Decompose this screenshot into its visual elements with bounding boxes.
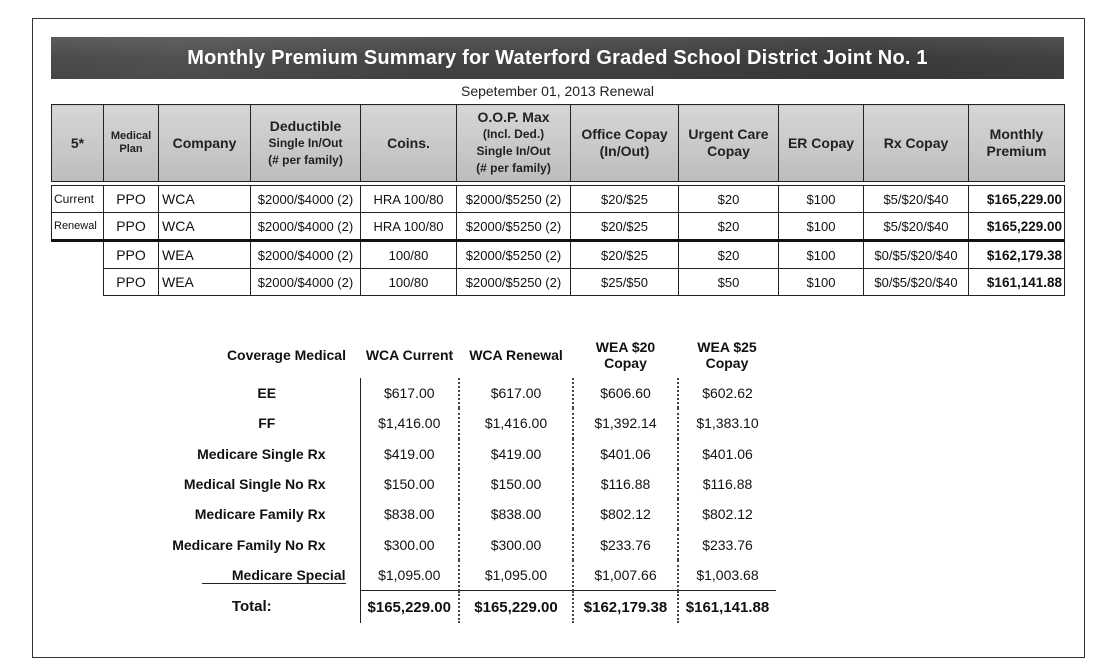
cell-oop: $2000/$5250 (2) (457, 269, 571, 296)
plan-row (52, 213, 1065, 241)
coverage-label: Medicare Single Rx (197, 445, 326, 462)
header-company: Company (159, 105, 251, 182)
value-wea-20: $802.12 (573, 499, 678, 529)
row-label (52, 241, 104, 269)
cell-office-copay: $20/$25 (571, 186, 679, 213)
header-medical-plan: Medical Plan (104, 105, 159, 182)
coverage-label: Medicare Family Rx (194, 506, 326, 523)
cell-premium: $165,229.00 (969, 213, 1065, 241)
plan-row (52, 269, 1065, 296)
coverage-rate-table (85, 332, 776, 623)
value-wea-25: $116.88 (678, 469, 776, 499)
plan-row (52, 186, 1065, 213)
cell-er-copay: $100 (779, 241, 864, 269)
cell-office-copay: $20/$25 (571, 213, 679, 241)
total-label: Total: (231, 598, 272, 616)
value-wea-25: $401.06 (678, 439, 776, 469)
cell-coins: 100/80 (361, 269, 457, 296)
cell-urgent-copay: $20 (679, 213, 779, 241)
row-label (52, 269, 104, 296)
header-wea-25-copay: WEA $25 Copay (697, 339, 757, 371)
cell-plan: PPO (104, 241, 159, 269)
header-er-copay: ER Copay (779, 105, 864, 182)
value-wea-20: $1,392.14 (573, 408, 678, 438)
cell-office-copay: $20/$25 (571, 241, 679, 269)
plan-comparison-table (51, 104, 1065, 296)
header-monthly-premium: Monthly Premium (969, 105, 1065, 182)
coverage-row (85, 439, 776, 469)
value-wea-20: $401.06 (573, 439, 678, 469)
value-wea-25: $1,383.10 (678, 408, 776, 438)
row-label: Current (52, 186, 104, 213)
coverage-row (85, 499, 776, 529)
total-wca-current: $165,229.00 (360, 591, 459, 624)
value-wca-renewal: $150.00 (459, 469, 573, 499)
page-subtitle: Sepetember 01, 2013 Renewal (460, 83, 655, 99)
header-deductible: Deductible Single In/Out (# per family) (251, 105, 361, 182)
total-wea-25: $161,141.88 (678, 591, 776, 624)
value-wca-current: $300.00 (360, 529, 459, 559)
coverage-total-row (85, 591, 776, 624)
cell-er-copay: $100 (779, 186, 864, 213)
value-wea-20: $116.88 (573, 469, 678, 499)
coverage-row (85, 378, 776, 408)
cell-premium: $165,229.00 (969, 186, 1065, 213)
cell-plan: PPO (104, 213, 159, 241)
value-wea-20: $233.76 (573, 529, 678, 559)
coverage-header-row (85, 332, 776, 378)
cell-coins: HRA 100/80 (361, 213, 457, 241)
page-title: Monthly Premium Summary for Waterford Graded School District Joint No. 1 (51, 37, 1064, 79)
coverage-row (85, 560, 776, 591)
value-wca-renewal: $838.00 (459, 499, 573, 529)
value-wca-current: $1,416.00 (360, 408, 459, 438)
cell-coins: HRA 100/80 (361, 186, 457, 213)
header-wea-20-copay: WEA $20 Copay (595, 339, 656, 371)
value-wea-25: $602.62 (678, 378, 776, 408)
cell-plan: PPO (104, 186, 159, 213)
cell-office-copay: $25/$50 (571, 269, 679, 296)
cell-er-copay: $100 (779, 269, 864, 296)
row-label: Renewal (52, 213, 104, 241)
cell-oop: $2000/$5250 (2) (457, 213, 571, 241)
plan-row (52, 241, 1065, 269)
coverage-label: Medicare Special (85, 560, 360, 591)
cell-urgent-copay: $50 (679, 269, 779, 296)
value-wca-current: $838.00 (360, 499, 459, 529)
value-wea-25: $233.76 (678, 529, 776, 559)
cell-oop: $2000/$5250 (2) (457, 241, 571, 269)
cell-deductible: $2000/$4000 (2) (251, 269, 361, 296)
cell-plan: PPO (104, 269, 159, 296)
cell-rx-copay: $5/$20/$40 (864, 213, 969, 241)
cell-er-copay: $100 (779, 213, 864, 241)
coverage-label: EE (257, 385, 277, 402)
coverage-label: FF (258, 415, 276, 432)
cell-premium: $161,141.88 (969, 269, 1065, 296)
coverage-row (85, 408, 776, 438)
value-wca-current: $1,095.00 (360, 560, 459, 591)
cell-rx-copay: $0/$5/$20/$40 (864, 241, 969, 269)
cell-deductible: $2000/$4000 (2) (251, 213, 361, 241)
coverage-label: Medical Single No Rx (183, 476, 326, 493)
cell-company: WCA (159, 213, 251, 241)
header-oop-max: O.O.P. Max (Incl. Ded.) Single In/Out (# per family) (457, 105, 571, 182)
cell-company: WCA (159, 186, 251, 213)
total-wca-renewal: $165,229.00 (459, 591, 573, 624)
header-urgent-care-copay: Urgent Care Copay (679, 105, 779, 182)
header-rx-copay: Rx Copay (864, 105, 969, 182)
cell-coins: 100/80 (361, 241, 457, 269)
value-wea-20: $1,007.66 (573, 560, 678, 591)
cell-rx-copay: $5/$20/$40 (864, 186, 969, 213)
header-wca-current: WCA Current (365, 347, 454, 363)
cell-oop: $2000/$5250 (2) (457, 186, 571, 213)
value-wca-renewal: $419.00 (459, 439, 573, 469)
value-wca-current: $419.00 (360, 439, 459, 469)
value-wca-renewal: $1,095.00 (459, 560, 573, 591)
cell-deductible: $2000/$4000 (2) (251, 186, 361, 213)
value-wca-renewal: $300.00 (459, 529, 573, 559)
value-wca-current: $617.00 (360, 378, 459, 408)
cell-urgent-copay: $20 (679, 186, 779, 213)
cell-deductible: $2000/$4000 (2) (251, 241, 361, 269)
plan-table-header-row (52, 105, 1065, 182)
value-wca-renewal: $1,416.00 (459, 408, 573, 438)
coverage-label: Medicare Family No Rx (172, 536, 326, 553)
header-office-copay: Office Copay (In/Out) (571, 105, 679, 182)
value-wea-20: $606.60 (573, 378, 678, 408)
value-wca-current: $150.00 (360, 469, 459, 499)
value-wea-25: $1,003.68 (678, 560, 776, 591)
total-wea-20: $162,179.38 (573, 591, 678, 624)
cell-company: WEA (159, 269, 251, 296)
cell-rx-copay: $0/$5/$20/$40 (864, 269, 969, 296)
value-wea-25: $802.12 (678, 499, 776, 529)
header-coins: Coins. (361, 105, 457, 182)
header-5: 5* (52, 105, 104, 182)
cell-urgent-copay: $20 (679, 241, 779, 269)
header-wca-renewal: WCA Renewal (469, 347, 563, 363)
cell-premium: $162,179.38 (969, 241, 1065, 269)
coverage-row (85, 529, 776, 559)
header-coverage-medical: Coverage Medical (226, 347, 346, 363)
value-wca-renewal: $617.00 (459, 378, 573, 408)
coverage-row (85, 469, 776, 499)
cell-company: WEA (159, 241, 251, 269)
